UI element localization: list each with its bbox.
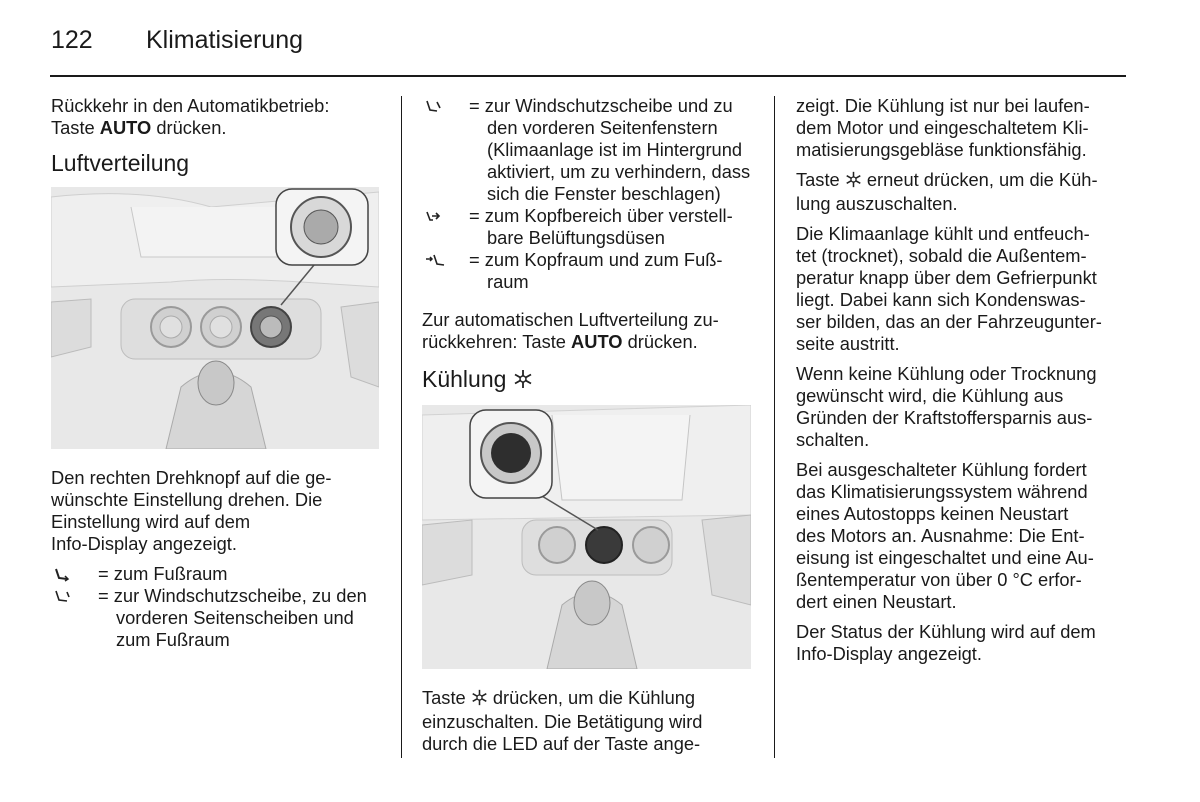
definition-text: = zum Kopfbereich über verstell- <box>469 205 733 226</box>
definition-text: (Klimaanlage ist im Hintergrund <box>487 139 743 160</box>
text-line: dert einen Neustart. <box>796 591 957 612</box>
snowflake-icon <box>845 171 862 193</box>
head-foot-airflow-icon <box>424 249 468 271</box>
column-divider-1 <box>401 96 402 758</box>
text-line: erneut drücken, um die Küh- <box>861 169 1098 190</box>
paragraph <box>796 621 1130 665</box>
text-line: zeigt. Die Kühlung ist nur bei laufen- <box>796 95 1090 116</box>
text-line: drücken. <box>622 331 698 352</box>
auto-bold: AUTO <box>571 331 623 352</box>
text-line: Info-Display angezeigt. <box>796 643 982 664</box>
definition-text: raum <box>487 271 529 292</box>
text-line: drücken, um die Kühlung <box>487 687 696 708</box>
definition-text: bare Belüftungsdüsen <box>487 227 665 248</box>
column-3 <box>796 95 1130 673</box>
paragraph <box>796 223 1130 355</box>
definition-text: vorderen Seitenscheiben und <box>116 607 354 628</box>
text-line: des Motors an. Ausnahme: Die Ent- <box>796 525 1085 546</box>
text-line: durch die LED auf der Taste ange- <box>422 733 701 754</box>
intro-line-2-suffix: drücken. <box>151 117 227 138</box>
text-line: matisierungsgebläse funktionsfähig. <box>796 139 1087 160</box>
text-line: eisung ist eingeschaltet und eine Au- <box>796 547 1094 568</box>
dashboard-illustration <box>51 187 379 449</box>
text-line: einzuschalten. Die Betätigung wird <box>422 711 703 732</box>
text-line: schalten. <box>796 429 870 450</box>
foot-airflow-icon <box>53 563 97 585</box>
text-line: Wenn keine Kühlung oder Trocknung <box>796 363 1097 384</box>
definition-item <box>51 563 381 585</box>
text-line: Den rechten Drehknopf auf die ge- <box>51 467 332 488</box>
text-line: Taste <box>796 169 845 190</box>
text-line: rückkehren: Taste <box>422 331 572 352</box>
text-line: Der Status der Kühlung wird auf dem <box>796 621 1096 642</box>
cooling-on-paragraph <box>422 687 754 755</box>
section-heading-kuehlung <box>422 365 754 395</box>
cooling-button-figure <box>422 405 751 669</box>
definition-item <box>422 95 754 205</box>
intro-paragraph <box>51 95 381 139</box>
text-line: Info-Display angezeigt. <box>51 533 237 554</box>
text-line: Zur automatischen Luftverteilung zu- <box>422 309 719 330</box>
text-line: ser bilden, das an der Fahrzeugunter- <box>796 311 1102 332</box>
definition-text: = zum Fußraum <box>98 563 228 584</box>
definition-item <box>422 205 754 249</box>
column-divider-2 <box>774 96 775 758</box>
intro-line-2-prefix: Taste <box>51 117 100 138</box>
snowflake-icon <box>513 367 533 395</box>
column-1 <box>51 95 381 651</box>
text-line: das Klimatisierungssystem während <box>796 481 1088 502</box>
definition-text: den vorderen Seitenfenstern <box>487 117 718 138</box>
text-line: Einstellung wird auf dem <box>51 511 251 532</box>
page-number: 122 <box>51 26 93 54</box>
definition-text: = zum Kopfraum und zum Fuß- <box>469 249 723 270</box>
paragraph <box>796 459 1130 613</box>
text-line: Gründen der Kraftstoffersparnis aus- <box>796 407 1093 428</box>
head-airflow-icon <box>424 205 468 227</box>
text-line: dem Motor und eingeschaltetem Kli- <box>796 117 1089 138</box>
text-line: liegt. Dabei kann sich Kondenswas- <box>796 289 1086 310</box>
text-line: wünschte Einstellung drehen. Die <box>51 489 323 510</box>
definition-text: sich die Fenster beschlagen) <box>487 183 721 204</box>
text-line: gewünscht wird, die Kühlung aus <box>796 385 1064 406</box>
text-line: Die Klimaanlage kühlt und entfeuch- <box>796 223 1090 244</box>
cooling-illustration <box>422 405 751 669</box>
text-line: seite austritt. <box>796 333 900 354</box>
text-line: eines Autostopps keinen Neustart <box>796 503 1069 524</box>
paragraph <box>796 363 1130 451</box>
section-heading-luftverteilung: Luftverteilung <box>51 150 190 176</box>
definition-text: aktiviert, um zu verhindern, dass <box>487 161 751 182</box>
text-line: ßentemperatur von über 0 °C erfor- <box>796 569 1082 590</box>
snowflake-icon <box>471 689 488 711</box>
paragraph <box>796 95 1130 161</box>
intro-auto-bold: AUTO <box>99 117 152 138</box>
header-rule <box>50 75 1126 77</box>
column-2 <box>422 95 754 763</box>
windscreen-airflow-icon <box>424 95 468 117</box>
dashboard-controls-figure <box>51 187 379 449</box>
text-line: tet (trocknet), sobald die Außentem- <box>796 245 1087 266</box>
page-header <box>50 26 1126 76</box>
paragraph <box>796 169 1130 215</box>
chapter-title: Klimatisierung <box>146 26 304 54</box>
definition-item <box>422 249 754 293</box>
intro-line-1: Rückkehr in den Automatikbetrieb: <box>51 95 330 116</box>
definition-text: = zur Windschutzscheibe, zu den <box>98 585 367 606</box>
windscreen-foot-airflow-icon <box>53 585 97 607</box>
luftverteilung-paragraph <box>51 467 381 555</box>
text-line: Bei ausgeschalteter Kühlung fordert <box>796 459 1087 480</box>
text-line: Taste <box>422 687 471 708</box>
definition-item <box>51 585 381 651</box>
text-line: lung auszuschalten. <box>796 193 958 214</box>
text-line: peratur knapp über dem Gefrierpunkt <box>796 267 1097 288</box>
auto-paragraph <box>422 309 754 353</box>
definition-text: zum Fußraum <box>116 629 230 650</box>
definition-text: = zur Windschutzscheibe und zu <box>469 95 733 116</box>
heading-text: Kühlung <box>422 366 507 392</box>
